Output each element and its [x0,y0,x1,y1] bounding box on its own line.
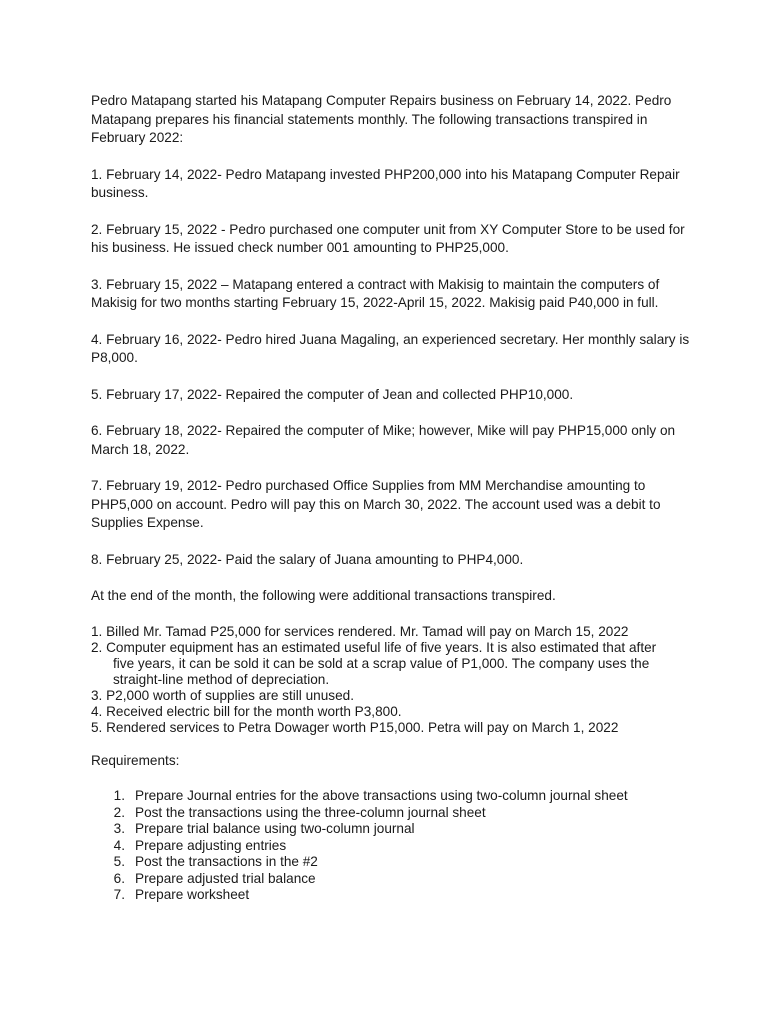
transaction-item: 8. February 25, 2022- Paid the salary of Juana amounting to PHP4,000. [91,551,524,567]
adjustment-list [91,624,691,736]
requirement-text: Post the transactions using the three-column journal sheet [135,804,486,820]
transaction-item: 7. February 19, 2012- Pedro purchased Office Supplies from MM Merchandise amounting to PHP5,000 on account. Pedro will pay this on March 30, 2022. The account used was a debit to Supplies Expense. [91,478,661,530]
transaction-item: 6. February 18, 2022- Repaired the computer of Mike; however, Mike will pay PHP15,000 only on March 18, 2022. [91,423,676,457]
requirement-item [91,871,691,888]
adjustment-text: 4. Received electric bill for the month worth P3,800. [91,703,402,719]
requirements-list [91,788,691,904]
adjustment-text: 2. Computer equipment has an estimated useful life of five years. It is also estimated that after [91,639,657,655]
adjustment-text: 1. Billed Mr. Tamad P25,000 for services rendered. Mr. Tamad will pay on March 15, 2022 [91,623,629,639]
adjustment-item [91,704,691,720]
requirement-item [91,788,691,805]
requirements-heading: Requirements: [91,752,180,768]
requirement-text: Prepare worksheet [135,887,250,902]
adjustment-continuation: five years, it can be sold it can be sold at a scrap value of P1,000. The company uses the straight-line method of depreciation. [113,655,650,687]
requirement-item [91,887,691,904]
requirement-text: Prepare adjusted trial balance [135,870,316,886]
requirement-text: Prepare Journal entries for the above transactions using two-column journal sheet [135,788,628,803]
transaction-item: 1. February 14, 2022- Pedro Matapang invested PHP200,000 into his Matapang Computer Repair business. [91,166,680,200]
requirement-number: 6. [113,870,125,886]
adjustment-item [91,640,691,688]
transaction-list [91,166,691,570]
requirement-number: 2. [113,804,125,820]
requirement-item [91,821,691,838]
transaction-item: 4. February 16, 2022- Pedro hired Juana Magaling, an experienced secretary. Her monthly salary is P8,000. [91,331,690,365]
transaction-item: 5. February 17, 2022- Repaired the computer of Jean and collected PHP10,000. [91,386,574,402]
requirement-item [91,838,691,855]
intro-paragraph: Pedro Matapang started his Matapang Computer Repairs business on February 14, 2022. Pedro Matapang prepares his financial statements monthly. The following transactions transpired in February 2022: [91,93,672,145]
requirement-item [91,805,691,822]
requirement-item [91,854,691,871]
document-body [91,92,691,904]
requirement-number: 4. [113,837,125,853]
adjustment-item [91,624,691,640]
adjustment-item [91,688,691,704]
transaction-item: 3. February 15, 2022 – Matapang entered a contract with Makisig to maintain the computers of Makisig for two months starting February 15, 2022-April 15, 2022. Makisig paid P40,000 in full. [91,276,660,310]
requirement-number: 7. [113,887,125,902]
transaction-item: 2. February 15, 2022 - Pedro purchased one computer unit from XY Computer Store to be used for his business. He issued check number 001 amounting to PHP25,000. [91,221,685,255]
requirement-number: 3. [113,821,125,836]
requirement-number: 5. [113,854,125,869]
additional-heading: At the end of the month, the following were additional transactions transpired. [91,588,556,603]
adjustment-text: 5. Rendered services to Petra Dowager worth P15,000. Petra will pay on March 1, 2022 [91,719,619,735]
adjustment-text: 3. P2,000 worth of supplies are still unused. [91,687,354,703]
requirement-number: 1. [113,788,125,803]
requirement-text: Prepare adjusting entries [135,837,287,853]
adjustment-item [91,720,691,736]
requirement-text: Prepare trial balance using two-column journal [135,821,415,836]
requirement-text: Post the transactions in the #2 [135,854,318,869]
